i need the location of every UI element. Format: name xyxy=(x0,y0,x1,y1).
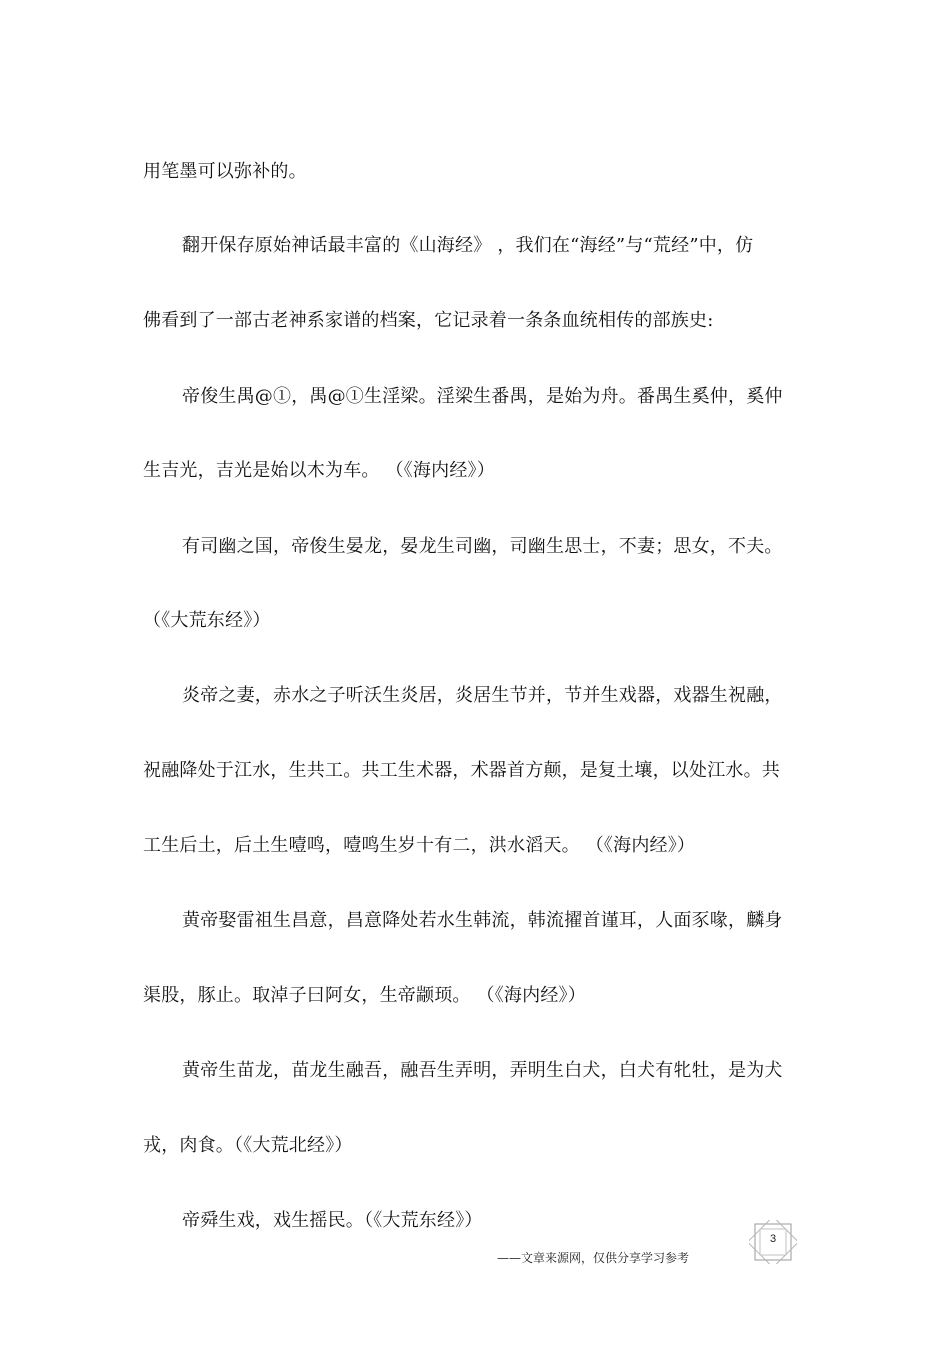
text-line-1: 用笔墨可以弥补的。 xyxy=(143,161,307,182)
text-line-7: （《大荒东经》） xyxy=(143,610,271,631)
text-line-11: 黄帝娶雷祖生昌意，昌意降处若水生韩流，韩流擢首谨耳，人面豕喙，麟身 xyxy=(182,910,783,931)
text-line-4: 帝俊生禺@①，禺@①生淫梁。淫梁生番禺，是始为舟。番禺生奚仲，奚仲 xyxy=(182,386,783,407)
text-line-14: 戎，肉食。（《大荒北经》） xyxy=(143,1135,353,1156)
text-line-13: 黄帝生苗龙，苗龙生融吾，融吾生弄明，弄明生白犬，白犬有牝牡，是为犬 xyxy=(182,1060,783,1081)
page-number-badge xyxy=(749,1220,797,1264)
text-line-5: 生吉光，吉光是始以木为车。 （《海内经》） xyxy=(143,460,495,481)
text-line-6: 有司幽之国，帝俊生晏龙，晏龙生司幽，司幽生思士，不妻；思女，不夫。 xyxy=(182,536,783,557)
text-line-2: 翻开保存原始神话最丰富的《山海经》 ，我们在“海经”与“荒经”中，仿 xyxy=(182,235,754,256)
text-line-15: 帝舜生戏，戏生摇民。（《大荒东经》） xyxy=(182,1210,483,1231)
text-line-10: 工生后土，后土生噎鸣，噎鸣生岁十有二，洪水滔天。 （《海内经》） xyxy=(143,835,696,856)
page-number: 3 xyxy=(769,1233,777,1245)
text-line-12: 渠股，豚止。取淖子曰阿女，生帝颛顼。 （《海内经》） xyxy=(143,985,586,1006)
text-line-9: 祝融降处于江水，生共工。共工生术器，术器首方颠，是复土壤，以处江水。共 xyxy=(143,760,780,781)
text-line-8: 炎帝之妻，赤水之子听沃生炎居，炎居生节并，节并生戏器，戏器生祝融， xyxy=(182,685,783,706)
text-line-3: 佛看到了一部古老神系家谱的档案，它记录着一条条血统相传的部族史: xyxy=(143,310,714,331)
footer-note: ——文章来源网，仅供分享学习参考 xyxy=(497,1251,690,1265)
